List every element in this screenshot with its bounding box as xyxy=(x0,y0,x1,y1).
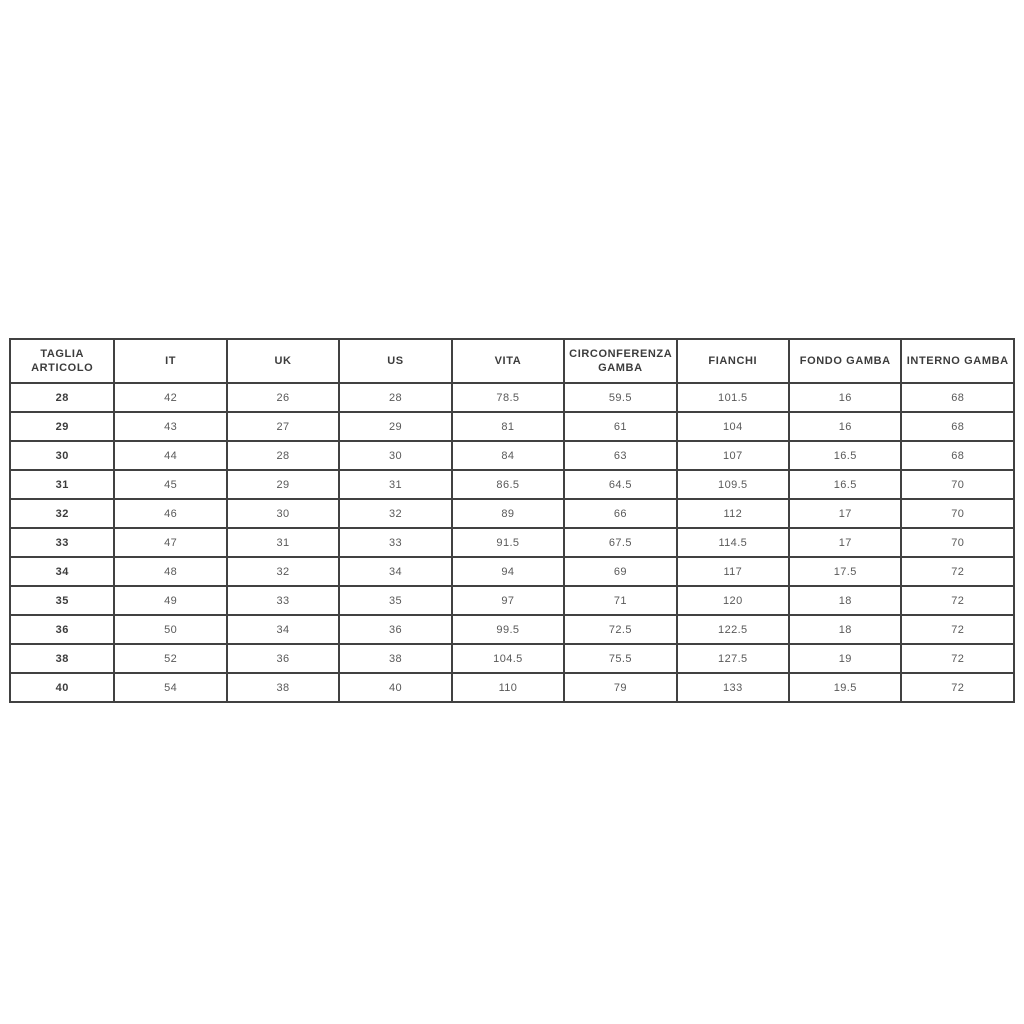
value-cell: 30 xyxy=(227,499,339,528)
value-cell: 81 xyxy=(452,412,564,441)
value-cell: 52 xyxy=(114,644,226,673)
table-row xyxy=(10,644,1014,673)
value-cell: 38 xyxy=(339,644,451,673)
value-cell: 28 xyxy=(339,383,451,412)
table-row xyxy=(10,412,1014,441)
value-cell: 104.5 xyxy=(452,644,564,673)
value-cell: 18 xyxy=(789,615,901,644)
value-cell: 104 xyxy=(677,412,789,441)
header-cell: UK xyxy=(227,339,339,383)
value-cell: 72.5 xyxy=(564,615,676,644)
table-row xyxy=(10,470,1014,499)
value-cell: 44 xyxy=(114,441,226,470)
value-cell: 78.5 xyxy=(452,383,564,412)
size-cell: 40 xyxy=(10,673,114,702)
value-cell: 70 xyxy=(901,499,1014,528)
size-chart-header xyxy=(10,339,1014,383)
size-cell: 32 xyxy=(10,499,114,528)
table-row xyxy=(10,441,1014,470)
value-cell: 34 xyxy=(339,557,451,586)
value-cell: 79 xyxy=(564,673,676,702)
value-cell: 68 xyxy=(901,383,1014,412)
value-cell: 69 xyxy=(564,557,676,586)
value-cell: 42 xyxy=(114,383,226,412)
value-cell: 109.5 xyxy=(677,470,789,499)
value-cell: 38 xyxy=(227,673,339,702)
header-cell: VITA xyxy=(452,339,564,383)
value-cell: 97 xyxy=(452,586,564,615)
value-cell: 72 xyxy=(901,615,1014,644)
value-cell: 30 xyxy=(339,441,451,470)
value-cell: 72 xyxy=(901,644,1014,673)
table-row xyxy=(10,528,1014,557)
value-cell: 68 xyxy=(901,441,1014,470)
value-cell: 107 xyxy=(677,441,789,470)
header-cell: INTERNO GAMBA xyxy=(901,339,1014,383)
size-cell: 36 xyxy=(10,615,114,644)
value-cell: 35 xyxy=(339,586,451,615)
value-cell: 26 xyxy=(227,383,339,412)
value-cell: 67.5 xyxy=(564,528,676,557)
value-cell: 54 xyxy=(114,673,226,702)
size-chart-body xyxy=(10,383,1014,702)
value-cell: 43 xyxy=(114,412,226,441)
value-cell: 40 xyxy=(339,673,451,702)
value-cell: 72 xyxy=(901,586,1014,615)
table-row xyxy=(10,586,1014,615)
value-cell: 50 xyxy=(114,615,226,644)
value-cell: 27 xyxy=(227,412,339,441)
value-cell: 133 xyxy=(677,673,789,702)
value-cell: 48 xyxy=(114,557,226,586)
value-cell: 19.5 xyxy=(789,673,901,702)
size-cell: 28 xyxy=(10,383,114,412)
size-cell: 34 xyxy=(10,557,114,586)
value-cell: 33 xyxy=(339,528,451,557)
value-cell: 31 xyxy=(339,470,451,499)
value-cell: 89 xyxy=(452,499,564,528)
value-cell: 47 xyxy=(114,528,226,557)
table-row xyxy=(10,615,1014,644)
value-cell: 32 xyxy=(339,499,451,528)
size-cell: 30 xyxy=(10,441,114,470)
value-cell: 127.5 xyxy=(677,644,789,673)
value-cell: 17.5 xyxy=(789,557,901,586)
value-cell: 16.5 xyxy=(789,441,901,470)
value-cell: 32 xyxy=(227,557,339,586)
value-cell: 86.5 xyxy=(452,470,564,499)
value-cell: 66 xyxy=(564,499,676,528)
value-cell: 110 xyxy=(452,673,564,702)
value-cell: 28 xyxy=(227,441,339,470)
value-cell: 16 xyxy=(789,412,901,441)
size-cell: 38 xyxy=(10,644,114,673)
value-cell: 75.5 xyxy=(564,644,676,673)
size-cell: 31 xyxy=(10,470,114,499)
value-cell: 71 xyxy=(564,586,676,615)
value-cell: 99.5 xyxy=(452,615,564,644)
value-cell: 46 xyxy=(114,499,226,528)
value-cell: 117 xyxy=(677,557,789,586)
value-cell: 91.5 xyxy=(452,528,564,557)
value-cell: 68 xyxy=(901,412,1014,441)
header-cell: FIANCHI xyxy=(677,339,789,383)
table-row xyxy=(10,383,1014,412)
value-cell: 94 xyxy=(452,557,564,586)
value-cell: 64.5 xyxy=(564,470,676,499)
table-row xyxy=(10,557,1014,586)
size-cell: 33 xyxy=(10,528,114,557)
value-cell: 36 xyxy=(339,615,451,644)
header-row xyxy=(10,339,1014,383)
header-cell: TAGLIA ARTICOLO xyxy=(10,339,114,383)
value-cell: 72 xyxy=(901,673,1014,702)
value-cell: 31 xyxy=(227,528,339,557)
value-cell: 112 xyxy=(677,499,789,528)
value-cell: 122.5 xyxy=(677,615,789,644)
value-cell: 16.5 xyxy=(789,470,901,499)
value-cell: 70 xyxy=(901,528,1014,557)
header-cell: CIRCONFERENZA GAMBA xyxy=(564,339,676,383)
header-cell: IT xyxy=(114,339,226,383)
value-cell: 59.5 xyxy=(564,383,676,412)
value-cell: 34 xyxy=(227,615,339,644)
value-cell: 63 xyxy=(564,441,676,470)
table-row xyxy=(10,499,1014,528)
size-chart-table xyxy=(9,338,1015,703)
value-cell: 70 xyxy=(901,470,1014,499)
value-cell: 33 xyxy=(227,586,339,615)
value-cell: 61 xyxy=(564,412,676,441)
value-cell: 84 xyxy=(452,441,564,470)
size-cell: 29 xyxy=(10,412,114,441)
header-cell: US xyxy=(339,339,451,383)
value-cell: 36 xyxy=(227,644,339,673)
value-cell: 114.5 xyxy=(677,528,789,557)
value-cell: 101.5 xyxy=(677,383,789,412)
size-cell: 35 xyxy=(10,586,114,615)
table-row xyxy=(10,673,1014,702)
value-cell: 16 xyxy=(789,383,901,412)
value-cell: 45 xyxy=(114,470,226,499)
value-cell: 49 xyxy=(114,586,226,615)
value-cell: 120 xyxy=(677,586,789,615)
value-cell: 18 xyxy=(789,586,901,615)
value-cell: 19 xyxy=(789,644,901,673)
value-cell: 29 xyxy=(227,470,339,499)
value-cell: 29 xyxy=(339,412,451,441)
value-cell: 17 xyxy=(789,528,901,557)
header-cell: FONDO GAMBA xyxy=(789,339,901,383)
value-cell: 17 xyxy=(789,499,901,528)
value-cell: 72 xyxy=(901,557,1014,586)
